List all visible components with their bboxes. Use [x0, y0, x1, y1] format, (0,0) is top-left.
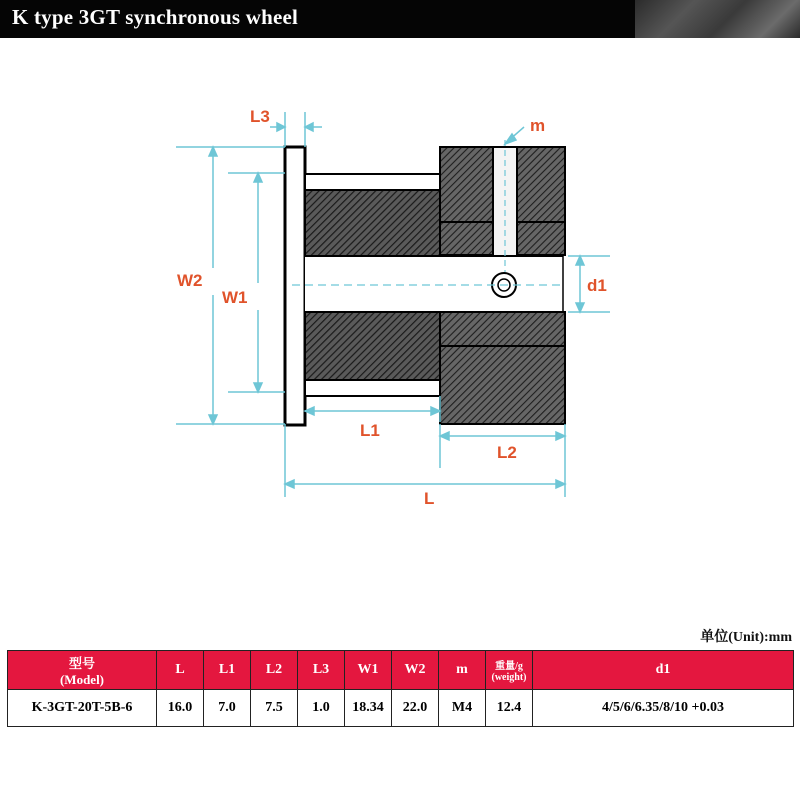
dim-W1 — [228, 173, 285, 392]
cell-W2: 22.0 — [392, 690, 439, 727]
header-d1: d1 — [533, 651, 794, 690]
label-d1: d1 — [587, 276, 607, 295]
hub-lower-section — [305, 312, 440, 380]
header-L2: L2 — [251, 651, 298, 690]
dim-L1 — [305, 396, 440, 422]
label-L: L — [424, 489, 435, 508]
header-W2: W2 — [392, 651, 439, 690]
cell-model: K-3GT-20T-5B-6 — [8, 690, 157, 727]
gear-lower-section — [440, 312, 565, 424]
page-title: K type 3GT synchronous wheel — [12, 5, 299, 29]
header-model: 型号 (Model) — [8, 651, 157, 690]
label-L3: L3 — [250, 107, 270, 126]
hub-upper-inner — [305, 174, 440, 190]
bore — [305, 256, 563, 312]
cell-m: M4 — [439, 690, 486, 727]
header-W1: W1 — [345, 651, 392, 690]
cell-L1: 7.0 — [204, 690, 251, 727]
header-L3: L3 — [298, 651, 345, 690]
unit-note: 单位(Unit):mm — [700, 630, 792, 645]
cell-d1: 4/5/6/6.35/8/10 +0.03 — [533, 690, 794, 727]
cell-L3: 1.0 — [298, 690, 345, 727]
leader-m — [505, 127, 524, 144]
header-L: L — [157, 651, 204, 690]
cell-W1: 18.34 — [345, 690, 392, 727]
label-W2: W2 — [177, 271, 203, 290]
table-row — [8, 690, 794, 727]
label-L1: L1 — [360, 421, 380, 440]
cell-weight: 12.4 — [486, 690, 533, 727]
label-W1: W1 — [222, 288, 248, 307]
header-m: m — [439, 651, 486, 690]
header-L1: L1 — [204, 651, 251, 690]
cell-L: 16.0 — [157, 690, 204, 727]
dim-L — [285, 424, 565, 497]
label-m: m — [530, 116, 546, 135]
flange-plate — [285, 147, 305, 425]
label-L2: L2 — [497, 443, 517, 462]
hub-upper-section — [305, 190, 440, 256]
table-header-row — [8, 651, 794, 690]
cell-L2: 7.5 — [251, 690, 298, 727]
dim-L3 — [270, 112, 322, 147]
hub-lower-inner — [305, 380, 440, 396]
header-weight: 重量/g (weight) — [486, 651, 533, 690]
spec-table — [7, 650, 794, 727]
